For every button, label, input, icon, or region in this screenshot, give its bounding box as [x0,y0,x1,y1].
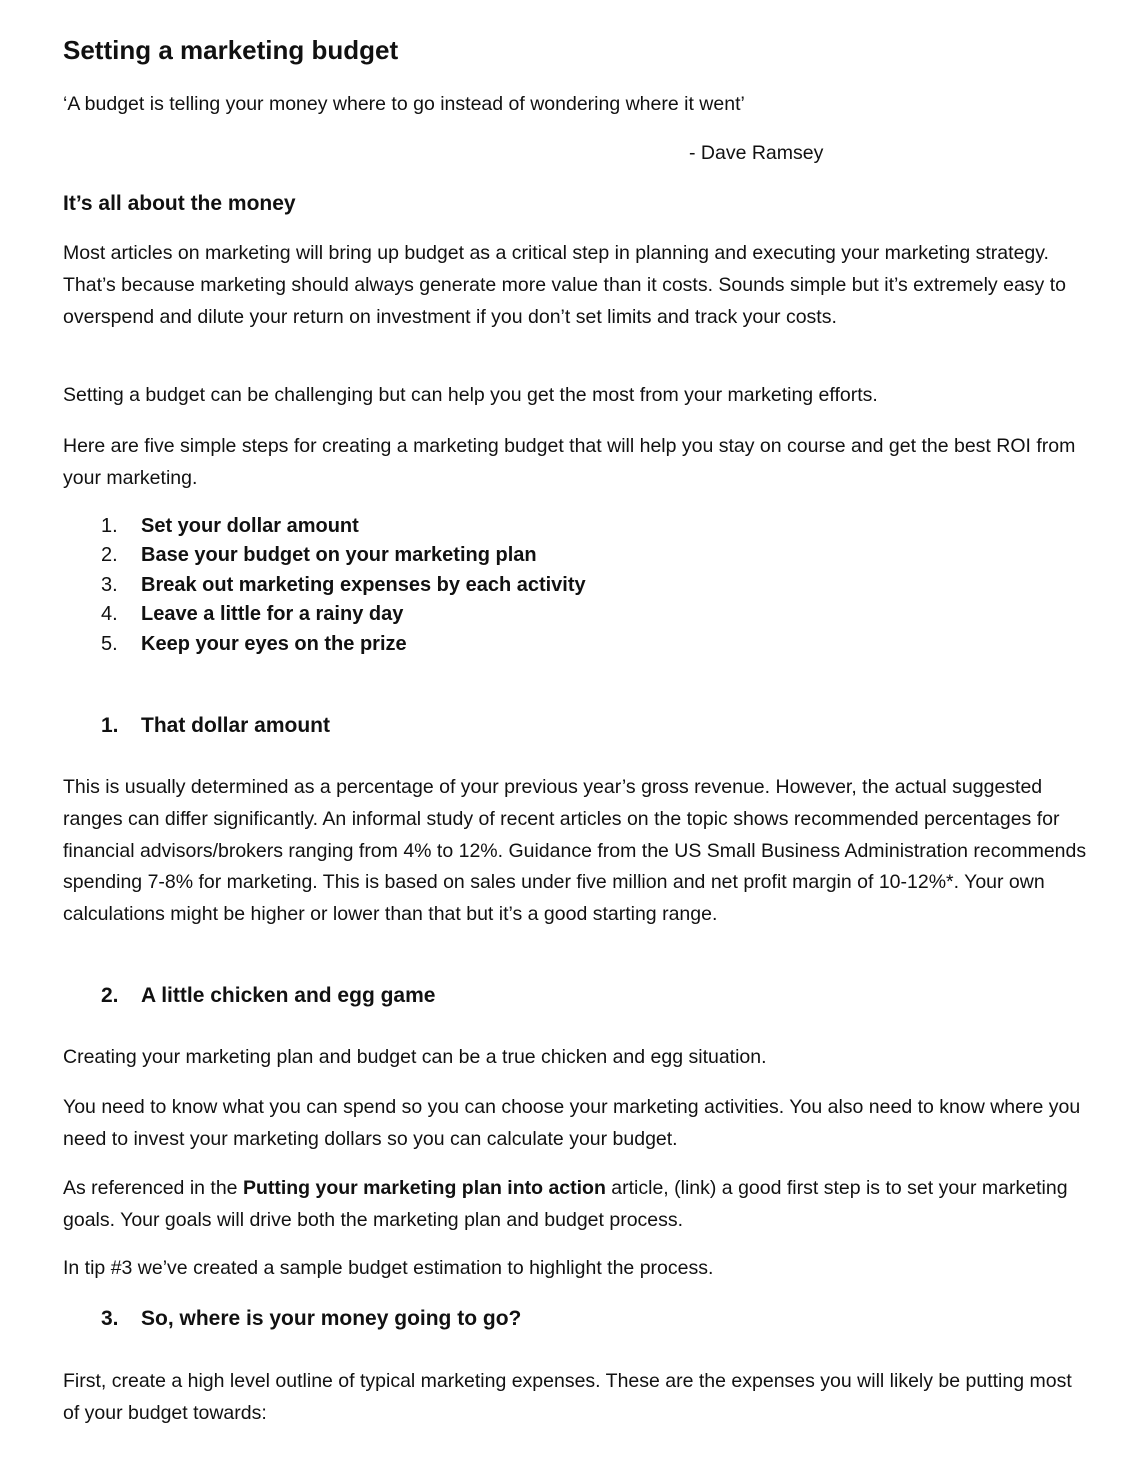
section-2-paragraph-2: You need to know what you can spend so you can choose your marketing activities. You also need to know where you need to invest your marketing dollars so you can calculate your budget. [63,1096,1081,1150]
text-run: article, (link) a good first step is to set your marketing goals. Your goals will drive both the marketing plan and budget process. [63,1177,1068,1231]
section-3-paragraph: First, create a high level outline of typical marketing expenses. These are the expenses you will likely be putting most of your budget towards: [63,1370,1072,1424]
section-number: 1. [101,714,119,737]
text-run: As referenced in the [63,1177,243,1199]
section-2-paragraph-3 [63,1173,1088,1237]
section-title: So, where is your money going to go? [141,1307,522,1330]
list-item-number: 2. [101,544,118,567]
list-item-label: Keep your eyes on the prize [141,632,407,655]
section-heading: It’s all about the money [63,192,296,215]
page-title: Setting a marketing budget [63,35,399,65]
section-title: A little chicken and egg game [141,984,436,1007]
section-2-paragraph-4: In tip #3 we’ve created a sample budget estimation to highlight the process. [63,1257,714,1279]
section-1-paragraph: This is usually determined as a percentage of your previous year’s gross revenue. However, the actual suggested ranges can differ significantly. An informal study of recent articles on the topic shows recommended percentages for financial advisors/brokers ranging from 4% to 12%. Guidance from the US Small Business Administration recommends spending 7-8% for marketing. This is based on sales under five million and net profit margin of 10-12%*. Your own calculations might be higher or lower than that but it’s a good starting range. [63,776,1087,926]
section-2-paragraph-1: Creating your marketing plan and budget can be a true chicken and egg situation. [63,1046,767,1068]
list-item-label: Break out marketing expenses by each activity [141,573,586,596]
list-item-number: 5. [101,632,118,655]
quote: ‘A budget is telling your money where to go instead of wondering where it went’ [63,93,745,115]
list-item-number: 1. [101,515,118,537]
intro-paragraph-3: Here are five simple steps for creating a marketing budget that will help you stay on course and get the best ROI from your marketing. [63,435,1076,489]
list-item-label: Set your dollar amount [141,515,359,537]
list-item-number: 3. [101,573,118,596]
intro-paragraph-1: Most articles on marketing will bring up budget as a critical step in planning and executing your marketing strategy. That’s because marketing should always generate more value than it costs. Sounds simple but it’s extremely easy to overspend and dilute your return on investment if you don’t set limits and track your costs. [63,242,1066,328]
section-title: That dollar amount [141,714,330,737]
intro-paragraph-2: Setting a budget can be challenging but can help you get the most from your marketing efforts. [63,384,878,406]
quote-attribution: - Dave Ramsey [689,142,824,164]
list-item-label: Base your budget on your marketing plan [141,544,537,567]
list-item-label: Leave a little for a rainy day [141,603,404,626]
section-number: 3. [101,1307,119,1330]
list-item-number: 4. [101,603,118,626]
section-number: 2. [101,984,119,1007]
article-reference: Putting your marketing plan into action [242,1177,606,1199]
